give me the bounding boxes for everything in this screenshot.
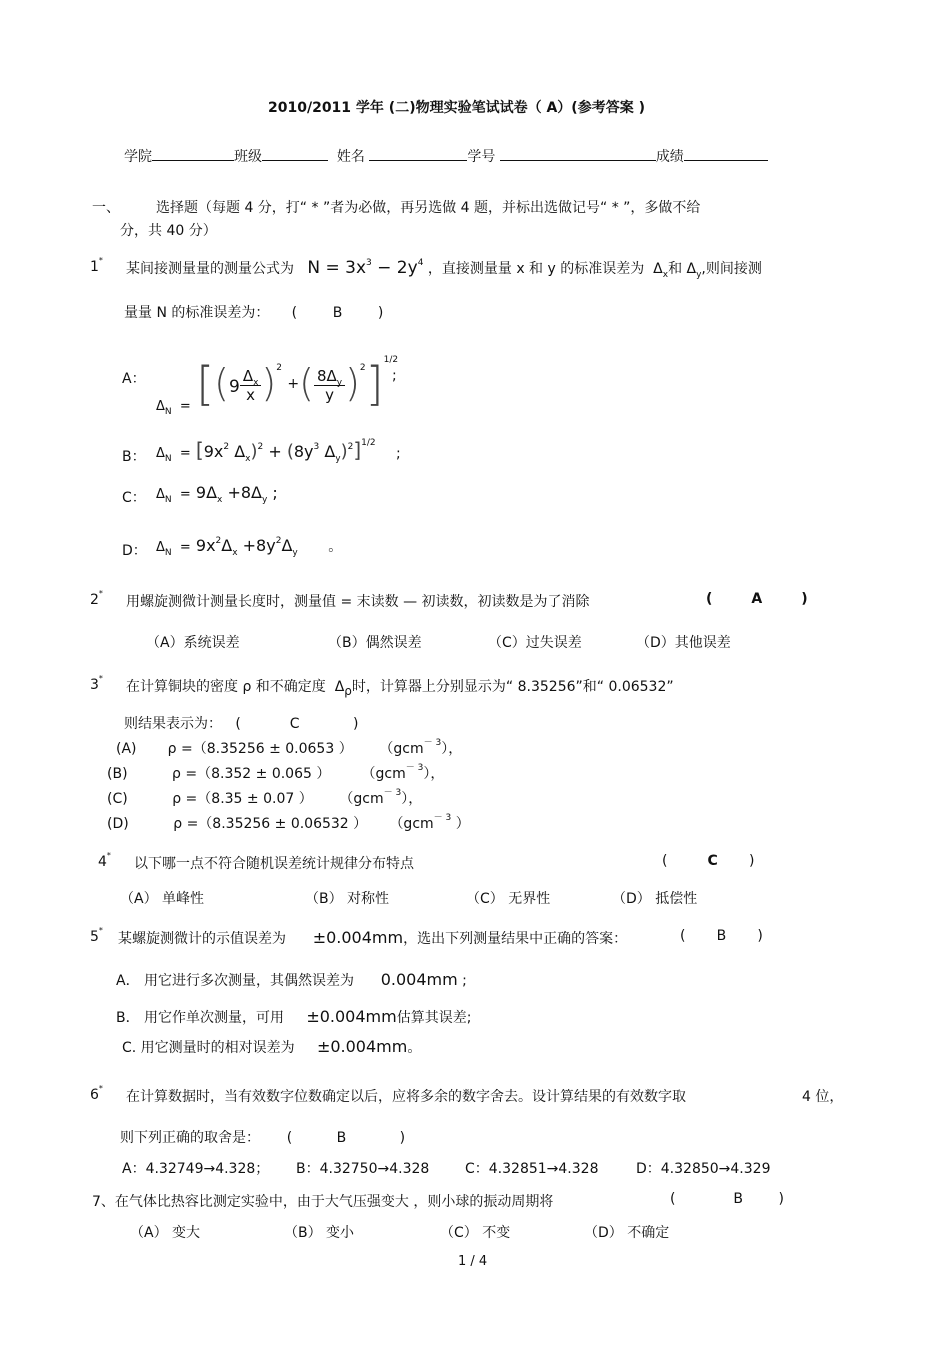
q1-option-d-formula: $\Delta_N = 9x^2\Delta_x +8y^2\Delta_y$ 。 bbox=[156, 536, 343, 558]
question-2-stem: 用螺旋测微计测量长度时，测量值 = 末读数 — 初读数，初读数是为了消除 bbox=[126, 594, 590, 610]
q1-option-b-formula: $\Delta_N = [9x^2$ $\Delta_x)^2 + (8y^3$ $\Delta_y)^2]^{1/2}$ bbox=[156, 438, 376, 464]
q2-option-d: （D）其他误差 bbox=[636, 635, 731, 651]
field-label-college: 学院 bbox=[124, 149, 152, 165]
question-2-number: 2* bbox=[90, 589, 103, 608]
class-field[interactable] bbox=[262, 146, 328, 161]
question-4-number: 4* bbox=[98, 851, 111, 870]
q6-option-b: B：4.32750→4.328 bbox=[296, 1161, 430, 1177]
q5-option-c: C. 用它测量时的相对误差为 ±0.004mm。 bbox=[122, 1037, 422, 1056]
q7-option-b: （B） 变小 bbox=[284, 1225, 355, 1241]
score-field[interactable] bbox=[684, 146, 768, 161]
q1-option-a-label: A： bbox=[122, 371, 146, 387]
q1-option-a-semicolon: ; bbox=[392, 368, 397, 384]
formula-n: $N = 3x^3 - 2y^4$ bbox=[307, 258, 424, 278]
q2-option-b: （B）偶然误差 bbox=[328, 635, 422, 651]
q6-option-c: C：4.32851→4.328 bbox=[465, 1161, 599, 1177]
q3-option-c: (C) ρ =（8.35 ± 0.07 ） （gcm$^{- 3}$）， bbox=[107, 788, 423, 807]
question-4-answer: ( C ) bbox=[662, 853, 755, 869]
q4-option-c: （C） 无界性 bbox=[466, 891, 551, 907]
q4-option-d: （D） 抵偿性 bbox=[612, 891, 698, 907]
field-label-name: 姓名 bbox=[336, 149, 365, 165]
question-3-stem: 在计算铜块的密度 ρ 和不确定度 Δρ时，计算器上分别显示为“ 8.35256”和“ 0.06532” bbox=[126, 679, 674, 698]
field-label-student-id: 学号 bbox=[467, 149, 496, 165]
question-6-answer: B bbox=[336, 1130, 347, 1146]
question-3-line2: 则结果表示为： ( C ) bbox=[124, 716, 359, 732]
question-6-stem: 在计算数据时，当有效数字位数确定以后，应将多余的数字舍去。设计算结果的有效数字取 bbox=[126, 1089, 686, 1105]
q3-option-a: (A) ρ =（8.35256 ± 0.0653 ） （gcm$^{- 3}$）， bbox=[116, 738, 463, 757]
question-4-stem: 以下哪一点不符合随机误差统计规律分布特点 bbox=[134, 856, 414, 872]
q7-option-c: （C） 不变 bbox=[440, 1225, 511, 1241]
q3-option-d: (D) ρ =（8.35256 ± 0.06532 ） （gcm$^{- 3}$ ） bbox=[107, 813, 470, 832]
college-field[interactable] bbox=[152, 146, 234, 161]
question-3-answer: C bbox=[289, 716, 300, 732]
student-info-line bbox=[124, 146, 768, 166]
q4-option-b: （B） 对称性 bbox=[305, 891, 390, 907]
question-5-number: 5* bbox=[90, 926, 103, 945]
q1-option-d-label: D： bbox=[122, 543, 147, 559]
question-6-stem-tail: 4 位， bbox=[802, 1089, 844, 1105]
question-6-number: 6* bbox=[90, 1084, 103, 1103]
question-7-answer: ( B ) bbox=[670, 1191, 785, 1207]
section-instruction-1: 选择题（每题 4 分，打“ * ”者为必做，再另选做 4 题，并标出选做记号“ * ”，多做不给 bbox=[156, 200, 701, 216]
question-1-line2: 量量 N 的标准误差为： ( B ) bbox=[124, 305, 384, 321]
q7-option-a: （A） 变大 bbox=[130, 1225, 201, 1241]
question-5-stem: 某螺旋测微计的示值误差为 ±0.004mm，选出下列测量结果中正确的答案： bbox=[118, 928, 628, 947]
field-label-score: 成绩 bbox=[655, 149, 684, 165]
question-1-answer: B bbox=[332, 305, 343, 321]
q1-option-b-semicolon: ; bbox=[396, 446, 401, 462]
question-2-answer: ( A ) bbox=[706, 591, 808, 607]
q1-option-a-formula: $_{\Delta_N =}$ [(9 $\frac{\Delta_x}{x}$ )$^2$ +( $\frac{8\Delta_y}{y}$ )$^2$]$^{1/2}$ bbox=[156, 355, 399, 417]
q5-option-a: A． 用它进行多次测量，其偶然误差为 0.004mm ; bbox=[116, 970, 467, 989]
q1-option-b-label: B： bbox=[122, 449, 146, 465]
field-label-class: 班级 bbox=[234, 149, 262, 165]
page-number: 1 / 4 bbox=[458, 1254, 488, 1269]
q4-option-a: （A） 单峰性 bbox=[120, 891, 205, 907]
q1-option-c-label: C： bbox=[122, 490, 146, 506]
q5-option-b: B． 用它作单次测量，可用 ±0.004mm估算其误差; bbox=[116, 1007, 472, 1026]
section-instruction-2: 分，共 40 分） bbox=[120, 223, 217, 239]
section-number: 一、 bbox=[92, 200, 120, 216]
question-1-number: 1* bbox=[90, 256, 103, 275]
q6-option-a: A：4.32749→4.328； bbox=[122, 1161, 270, 1177]
page-title: 2010/2011 学年 (二)物理实验笔试试卷（ A）(参考答案 ) bbox=[268, 100, 645, 116]
q6-option-d: D：4.32850→4.329 bbox=[636, 1161, 771, 1177]
q7-option-d: （D） 不确定 bbox=[584, 1225, 670, 1241]
question-1-stem: 某间接测量量的测量公式为 $N = 3x^3 - 2y^4$ ，直接测量量 x 和 y 的标准误差为 $\Delta_x$和 $\Delta_y$,则间接测 bbox=[126, 258, 762, 280]
student-id-field[interactable] bbox=[500, 146, 656, 161]
question-6-line2: 则下列正确的取舍是： ( B ) bbox=[120, 1130, 406, 1146]
q3-option-b: (B) ρ =（8.352 ± 0.065 ） （gcm$^{- 3}$）， bbox=[107, 763, 445, 782]
q2-option-a: （A）系统误差 bbox=[146, 635, 240, 651]
q1-option-c-formula: $\Delta_N = 9\Delta_x +8\Delta_y$ ; bbox=[156, 483, 278, 505]
question-7-stem: 7、在气体比热容比测定实验中，由于大气压强变大 ，则小球的振动周期将 bbox=[92, 1194, 554, 1210]
question-3-number: 3* bbox=[90, 674, 103, 693]
question-5-answer: ( B ) bbox=[680, 928, 763, 944]
q2-option-c: （C）过失误差 bbox=[488, 635, 582, 651]
name-field[interactable] bbox=[369, 146, 467, 161]
